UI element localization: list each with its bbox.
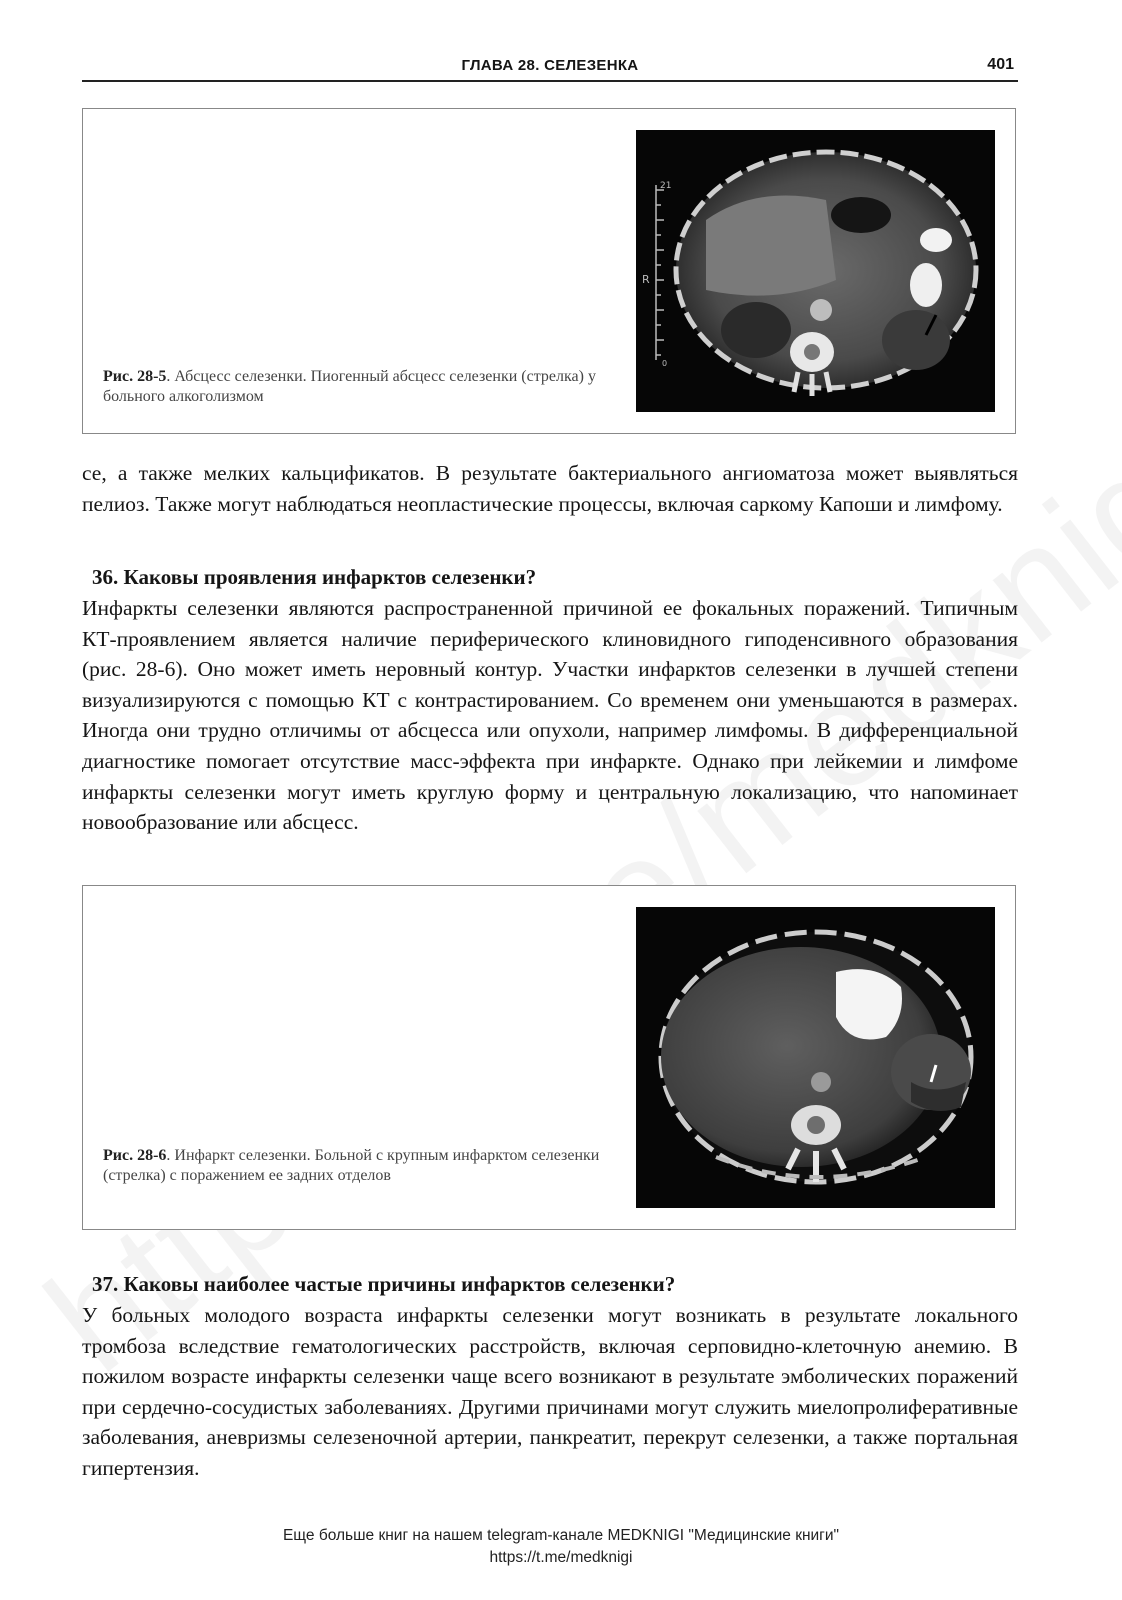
orientation-r-label: R [642, 273, 650, 286]
page-number: 401 [987, 56, 1014, 73]
paragraph-1: се, а также мелких кальцификатов. В результате бактериального ангиоматоза может выявляться пелиоз. Также могут наблюдаться неопластические процессы, включая саркому Капоши и лимфому. [82, 461, 1018, 516]
ct-scan-image [636, 907, 995, 1208]
figure-28-5 [82, 108, 1016, 434]
figure-28-6 [82, 885, 1016, 1230]
footer-promo-line: Еще больше книг на нашем telegram-канале MEDKNIGI "Медицинские книги" [282, 1527, 840, 1544]
figure-label: Рис. 28-6 [103, 1147, 167, 1164]
paragraph-3: У больных молодого возраста инфаркты селезенки могут возникать в результате локального тромбоза вследствие гематологических расстройств, включая серповидно-клеточную анемию. В пожилом возрасте инфаркты селезенки чаще всего возникают в результате эмболических поражений при сердечно-сосудистых заболеваниях. Другими причинами могут служить миелопролиферативные заболевания, аневризмы селезеночной артерии, панкреатит, перекрут селезенки, а также портальная гипертензия. [82, 1303, 1018, 1480]
question-36-heading: 36. Каковы проявления инфарктов селезенки? [92, 565, 537, 589]
footer-link[interactable]: https://t.me/medknigi [489, 1549, 633, 1566]
scale-top-label: 21 [660, 181, 672, 191]
figure-caption [103, 1146, 623, 1186]
chapter-title: ГЛАВА 28. СЕЛЕЗЕНКА [461, 57, 639, 74]
page-header [82, 56, 1018, 82]
figure-caption-text: . Абсцесс селезенки. Пиогенный абсцесс селезенки (стрелка) у больного алкоголизмом [103, 368, 596, 405]
figure-caption [103, 367, 623, 407]
paragraph-2: Инфаркты селезенки являются распространенной причиной ее фокальных поражений. Типичным КТ-проявлением является наличие периферического клиновидного гиподенсивного образования (рис. 28-6). Оно может иметь неровный контур. Участки инфарктов селезенки в лучшей степени визуализируются с помощью КТ с контрастированием. Со временем они уменьшаются в размерах. Иногда они трудно отличимы от абсцесса или опухоли, например лимфомы. В дифференциальной диагностике помогает отсутствие масс-эффекта при инфаркте. Однако при лейкемии и лимфоме инфаркты селезенки могут иметь круглую форму и центральную локализацию, что напоминает новообразование или абсцесс. [82, 596, 1018, 835]
ct-scan-image [636, 130, 995, 412]
scale-bottom-label: 0 [662, 359, 668, 368]
figure-caption-text: . Инфаркт селезенки. Больной с крупным инфарктом селезенки (стрелка) с поражением ее задних отделов [103, 1147, 600, 1184]
question-37-heading: 37. Каковы наиболее частые причины инфарктов селезенки? [92, 1272, 676, 1296]
figure-label: Рис. 28-5 [103, 368, 167, 385]
